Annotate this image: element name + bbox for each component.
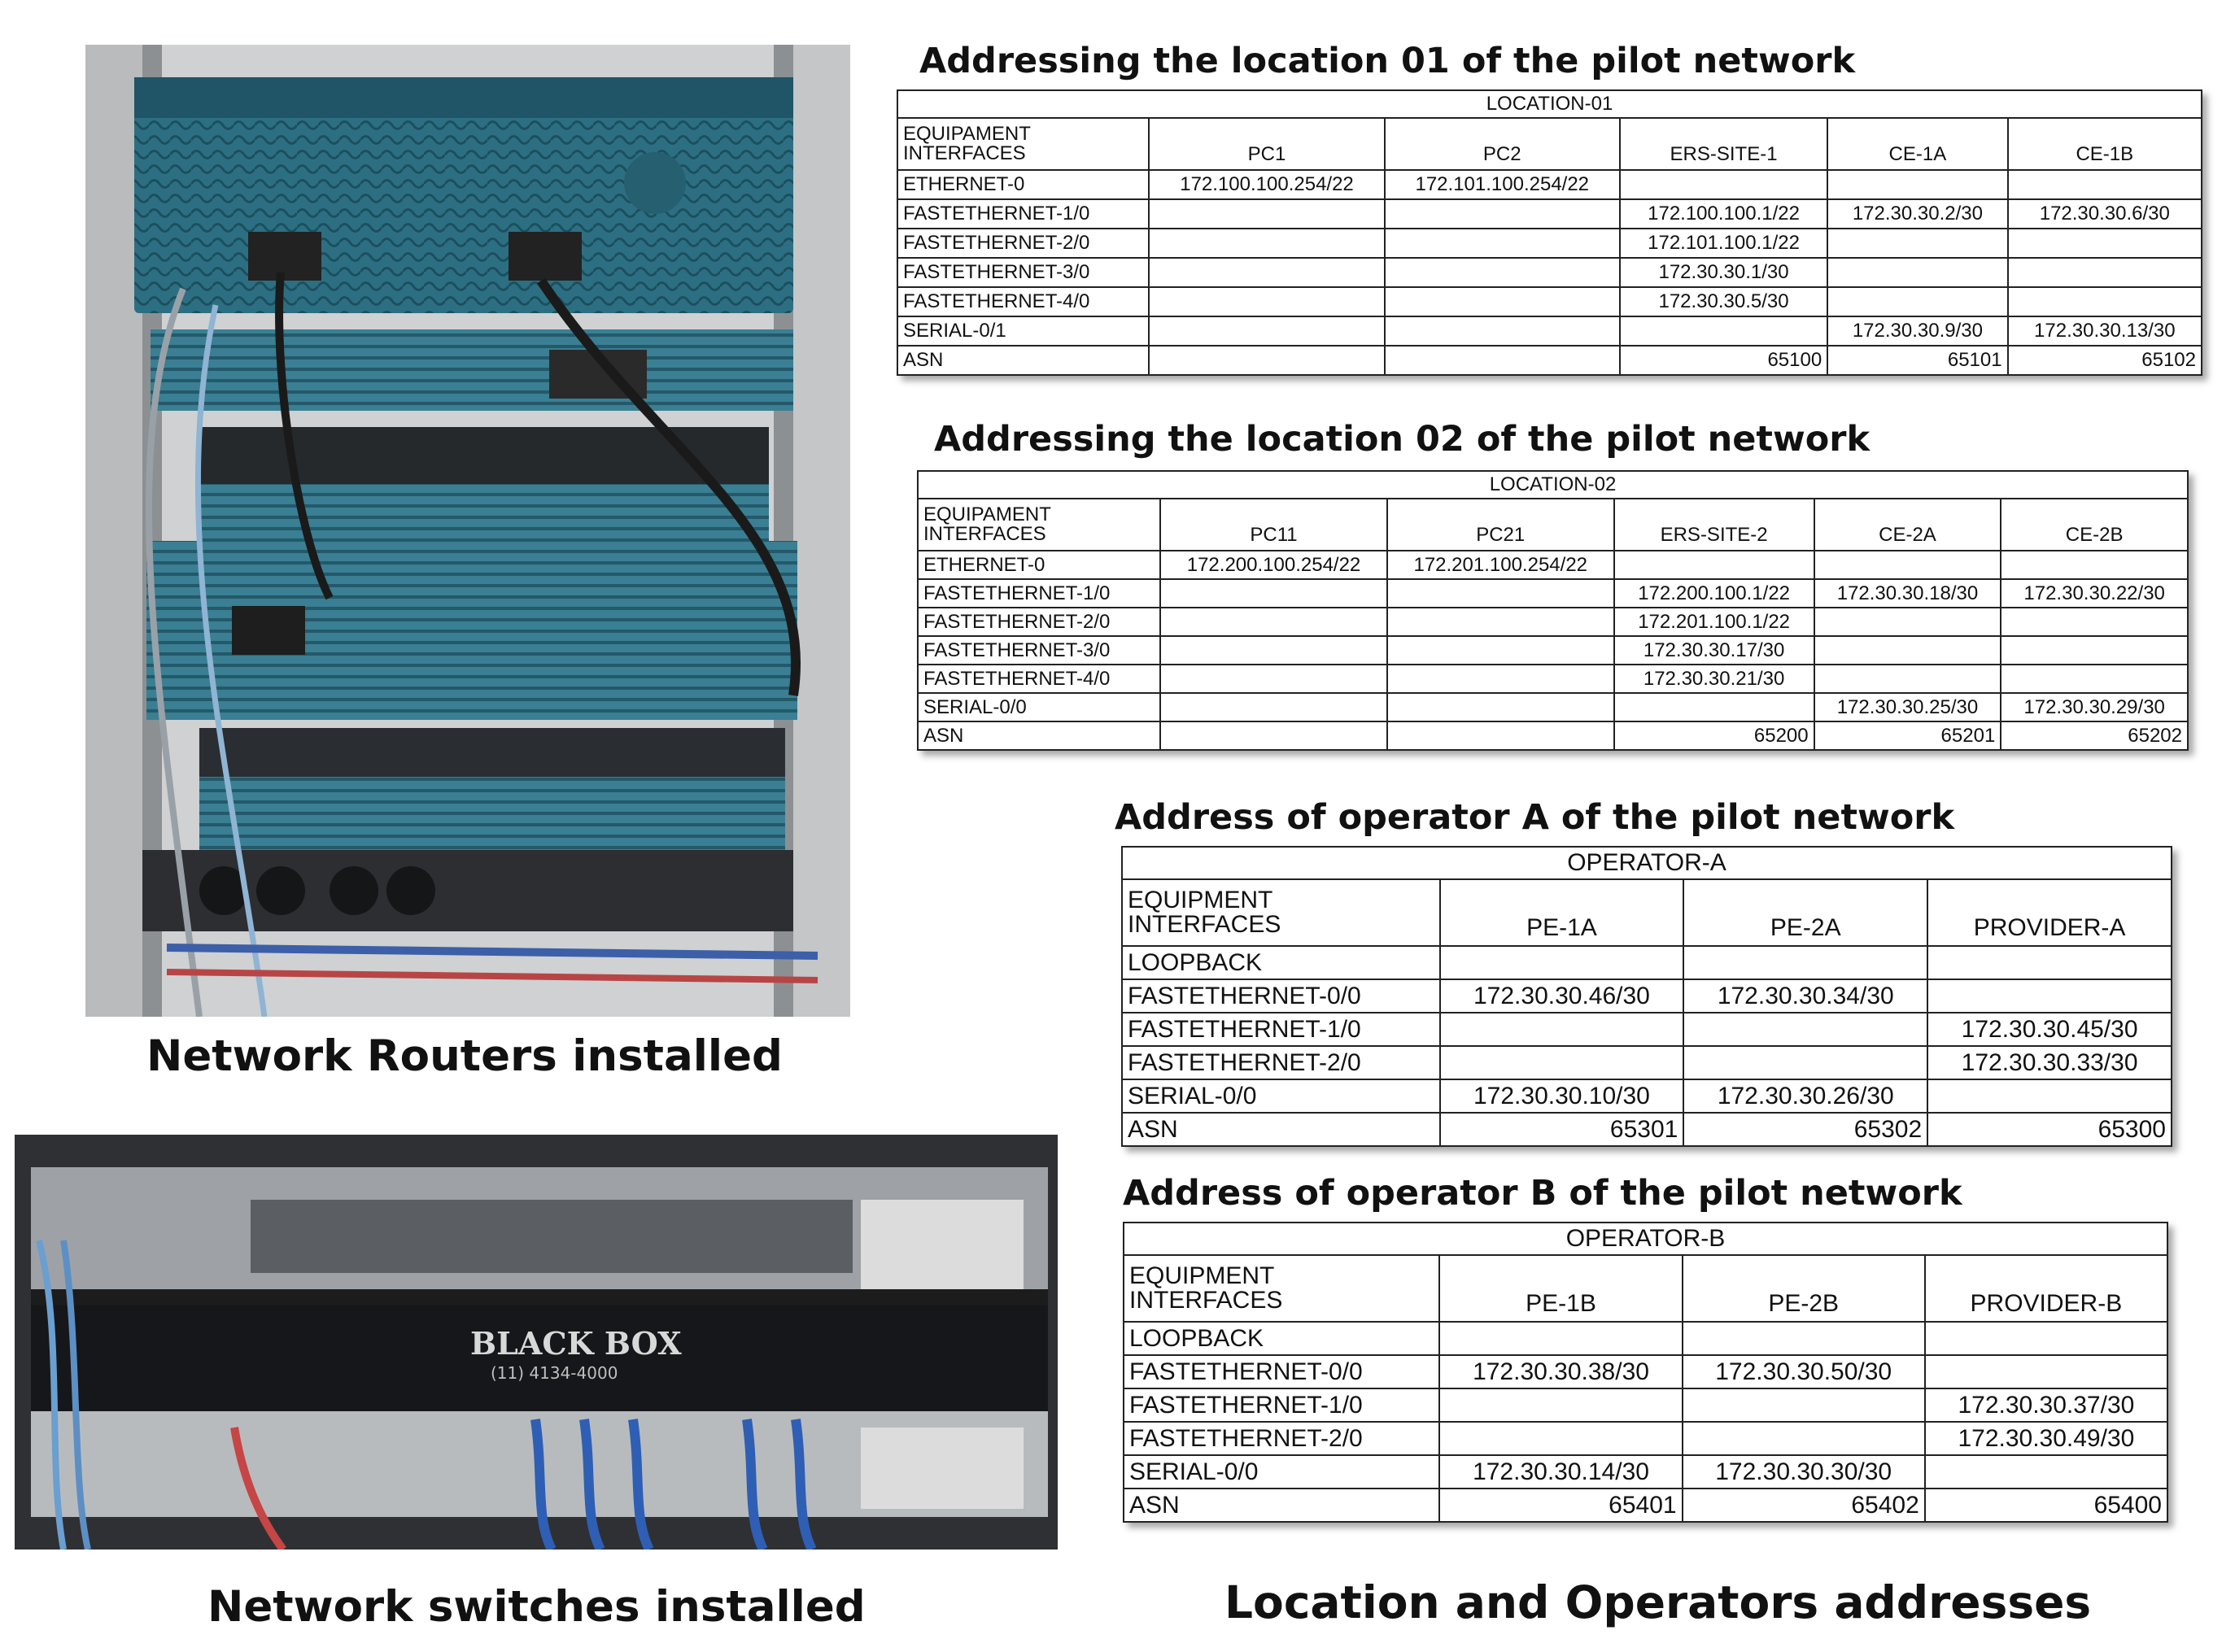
address-cell [1385,258,1620,287]
group-row [897,90,2202,118]
column-header: PC2 [1385,118,1620,170]
address-cell [1387,721,1614,750]
table-row [1124,1388,2167,1422]
table-row [897,229,2202,258]
table-row [1124,1422,2167,1455]
routers-photo [85,45,850,1017]
group-row [1122,847,2172,879]
address-cell: 172.30.30.34/30 [1683,979,1927,1013]
address-cell [1614,551,1814,579]
address-cell [1927,946,2172,979]
address-cell: 172.30.30.2/30 [1827,199,2007,229]
address-cell [1827,170,2007,199]
address-cell: 172.101.100.254/22 [1385,170,1620,199]
column-header: PE-2B [1683,1255,1925,1322]
table-row [1122,1046,2172,1079]
opB-table [1123,1222,2168,1523]
address-cell: 172.101.100.1/22 [1620,229,1827,258]
address-cell [1160,579,1387,608]
routers-caption: Network Routers installed [146,1031,783,1081]
address-cell: 172.30.30.46/30 [1440,979,1684,1013]
interface-cell: FASTETHERNET-1/0 [897,199,1149,229]
address-cell [1827,229,2007,258]
address-cell [1149,346,1384,375]
address-cell [1683,1422,1925,1455]
address-cell [1160,665,1387,693]
address-cell [1439,1422,1682,1455]
interface-cell: ETHERNET-0 [897,170,1149,199]
interface-cell: FASTETHERNET-2/0 [918,608,1160,636]
interface-cell: LOOPBACK [1124,1322,1439,1355]
interface-cell: ASN [1124,1489,1439,1522]
address-cell: 172.30.30.17/30 [1614,636,1814,665]
column-header: CE-2A [1814,499,2001,551]
table-row [918,551,2188,579]
table-row [1122,979,2172,1013]
interface-cell: FASTETHERNET-1/0 [918,579,1160,608]
table-row [897,199,2202,229]
address-cell: 172.30.30.14/30 [1439,1455,1682,1489]
address-cell [1149,316,1384,346]
address-cell [1387,665,1614,693]
address-cell: 172.30.30.18/30 [1814,579,2001,608]
address-cell [1439,1388,1682,1422]
address-cell [2008,287,2202,316]
address-cell: 172.30.30.21/30 [1614,665,1814,693]
address-cell: 172.201.100.1/22 [1614,608,1814,636]
column-header-row [918,499,2188,551]
address-cell: 65402 [1683,1489,1925,1522]
address-cell: 172.30.30.22/30 [2001,579,2188,608]
interface-cell: FASTETHERNET-1/0 [1122,1013,1440,1046]
switch-rack-illustration [15,1135,1058,1550]
table-row [897,258,2202,287]
address-cell: 65302 [1683,1113,1927,1146]
address-cell [1385,346,1620,375]
address-cell: 172.30.30.9/30 [1827,316,2007,346]
opB-title: Address of operator B of the pilot network [1123,1173,1962,1214]
column-header: PROVIDER-B [1925,1255,2167,1322]
address-cell [1827,287,2007,316]
address-cell [1387,608,1614,636]
address-cell [1927,979,2172,1013]
address-cell [2001,636,2188,665]
svg-text:BLACK BOX: BLACK BOX [470,1325,682,1362]
address-cell [1160,721,1387,750]
address-cell [1149,199,1384,229]
corner-label: INTERFACES [903,142,1026,164]
address-cell: 65102 [2008,346,2202,375]
address-cell: 172.30.30.37/30 [1925,1388,2167,1422]
table-row [918,665,2188,693]
address-cell [1385,229,1620,258]
corner-label: EQUIPAMENT [923,503,1051,525]
column-header: PE-2A [1683,879,1927,946]
address-cell [1814,636,2001,665]
loc1-title: Addressing the location 01 of the pilot network [919,41,1856,81]
table-row [918,579,2188,608]
group-header: LOCATION-01 [897,90,2202,118]
column-header: CE-1B [2008,118,2202,170]
address-cell [1439,1322,1682,1355]
column-header: CE-2B [2001,499,2188,551]
corner-label: EQUIPMENT [1128,887,1273,913]
table-row [897,170,2202,199]
table-row [897,316,2202,346]
address-cell [1160,693,1387,721]
address-cell: 172.30.30.26/30 [1683,1079,1927,1113]
loc2-title: Addressing the location 02 of the pilot network [934,419,1871,460]
interface-cell: ETHERNET-0 [918,551,1160,579]
address-cell [1827,258,2007,287]
address-cell [1440,1013,1684,1046]
address-cell [1149,229,1384,258]
table-row [1124,1489,2167,1522]
address-cell: 172.30.30.30/30 [1683,1455,1925,1489]
address-cell: 172.200.100.1/22 [1614,579,1814,608]
address-cell [1440,1046,1684,1079]
column-header: ERS-SITE-2 [1614,499,1814,551]
table-row [918,721,2188,750]
address-cell: 172.30.30.49/30 [1925,1422,2167,1455]
table-row [897,287,2202,316]
address-cell: 172.30.30.29/30 [2001,693,2188,721]
corner-label: EQUIPMENT [1129,1262,1275,1289]
address-cell [2001,665,2188,693]
address-cell [1620,316,1827,346]
address-cell: 172.30.30.5/30 [1620,287,1827,316]
column-header: PROVIDER-A [1927,879,2172,946]
opA-table [1121,846,2172,1147]
table-row [1124,1455,2167,1489]
address-cell [1620,170,1827,199]
corner-label: INTERFACES [923,523,1046,545]
table-row [1124,1355,2167,1388]
address-cell [1927,1079,2172,1113]
address-cell: 172.30.30.10/30 [1440,1079,1684,1113]
address-cell [2001,551,2188,579]
address-cell: 172.100.100.254/22 [1149,170,1384,199]
corner-label: INTERFACES [1129,1287,1283,1314]
column-header: CE-1A [1827,118,2007,170]
address-cell [2001,608,2188,636]
address-cell: 172.30.30.13/30 [2008,316,2202,346]
address-cell [1440,946,1684,979]
address-cell: 172.30.30.25/30 [1814,693,2001,721]
table-row [918,608,2188,636]
column-header: PE-1B [1439,1255,1682,1322]
group-row [918,471,2188,499]
address-cell: 172.30.30.33/30 [1927,1046,2172,1079]
address-cell [2008,258,2202,287]
address-cell [1149,258,1384,287]
table-row [918,636,2188,665]
address-cell: 172.30.30.45/30 [1927,1013,2172,1046]
address-cell [1387,693,1614,721]
address-cell [1925,1322,2167,1355]
interface-cell: FASTETHERNET-2/0 [897,229,1149,258]
group-row [1124,1223,2167,1255]
address-cell: 172.100.100.1/22 [1620,199,1827,229]
locations-caption: Location and Operators addresses [1224,1576,2092,1628]
column-header-row [897,118,2202,170]
column-header: ERS-SITE-1 [1620,118,1827,170]
switches-photo [15,1135,1058,1550]
address-cell: 172.200.100.254/22 [1160,551,1387,579]
address-cell [1385,287,1620,316]
interface-cell: LOOPBACK [1122,946,1440,979]
interface-cell: FASTETHERNET-4/0 [897,287,1149,316]
interface-cell: ASN [1122,1113,1440,1146]
table-row [1124,1322,2167,1355]
address-cell: 65300 [1927,1113,2172,1146]
loc1-table [897,89,2202,376]
address-cell [1814,665,2001,693]
address-cell [1614,693,1814,721]
address-cell [1683,946,1927,979]
address-cell: 65100 [1620,346,1827,375]
corner-header [1124,1255,1439,1322]
table-row [1122,1079,2172,1113]
table-row [1122,1013,2172,1046]
column-header: PC1 [1149,118,1384,170]
group-header: OPERATOR-A [1122,847,2172,879]
address-cell [1683,1013,1927,1046]
address-cell: 172.30.30.38/30 [1439,1355,1682,1388]
interface-cell: SERIAL-0/0 [918,693,1160,721]
interface-cell: FASTETHERNET-3/0 [897,258,1149,287]
group-header: LOCATION-02 [918,471,2188,499]
address-cell: 65101 [1827,346,2007,375]
address-cell [1387,636,1614,665]
address-cell [1149,287,1384,316]
interface-cell: ASN [918,721,1160,750]
address-cell: 65400 [1925,1489,2167,1522]
column-header-row [1122,879,2172,946]
group-header: OPERATOR-B [1124,1223,2167,1255]
corner-label: INTERFACES [1128,911,1281,938]
interface-cell: FASTETHERNET-0/0 [1122,979,1440,1013]
table-row [1122,1113,2172,1146]
address-cell: 172.201.100.254/22 [1387,551,1614,579]
column-header: PC21 [1387,499,1614,551]
address-cell: 65200 [1614,721,1814,750]
column-header: PE-1A [1440,879,1684,946]
address-cell: 65201 [1814,721,2001,750]
interface-cell: FASTETHERNET-3/0 [918,636,1160,665]
address-cell [1387,579,1614,608]
address-cell: 172.30.30.1/30 [1620,258,1827,287]
table-row [897,346,2202,375]
address-cell [2008,170,2202,199]
address-cell [2008,229,2202,258]
interface-cell: FASTETHERNET-1/0 [1124,1388,1439,1422]
router-rack-illustration [85,45,850,1017]
corner-header [918,499,1160,551]
address-cell: 65301 [1440,1113,1684,1146]
address-cell: 172.30.30.6/30 [2008,199,2202,229]
address-cell [1683,1322,1925,1355]
interface-cell: SERIAL-0/1 [897,316,1149,346]
address-cell [1160,636,1387,665]
table-row [1122,946,2172,979]
corner-header [897,118,1149,170]
interface-cell: FASTETHERNET-2/0 [1122,1046,1440,1079]
address-cell: 172.30.30.50/30 [1683,1355,1925,1388]
interface-cell: FASTETHERNET-0/0 [1124,1355,1439,1388]
address-cell [1925,1455,2167,1489]
table-row [918,693,2188,721]
address-cell: 65202 [2001,721,2188,750]
address-cell [1814,608,2001,636]
address-cell [1385,199,1620,229]
address-cell [1683,1388,1925,1422]
interface-cell: SERIAL-0/0 [1124,1455,1439,1489]
column-header-row [1124,1255,2167,1322]
address-cell: 65401 [1439,1489,1682,1522]
address-cell [1683,1046,1927,1079]
corner-label: EQUIPAMENT [903,123,1031,145]
interface-cell: FASTETHERNET-2/0 [1124,1422,1439,1455]
address-cell [1925,1355,2167,1388]
interface-cell: ASN [897,346,1149,375]
address-cell [1160,608,1387,636]
switches-caption: Network switches installed [207,1582,866,1632]
column-header: PC11 [1160,499,1387,551]
interface-cell: SERIAL-0/0 [1122,1079,1440,1113]
address-cell [1385,316,1620,346]
svg-text:(11) 4134-4000: (11) 4134-4000 [491,1363,618,1383]
opA-title: Address of operator A of the pilot network [1115,797,1955,838]
corner-header [1122,879,1440,946]
loc2-table [917,470,2189,751]
interface-cell: FASTETHERNET-4/0 [918,665,1160,693]
address-cell [1814,551,2001,579]
